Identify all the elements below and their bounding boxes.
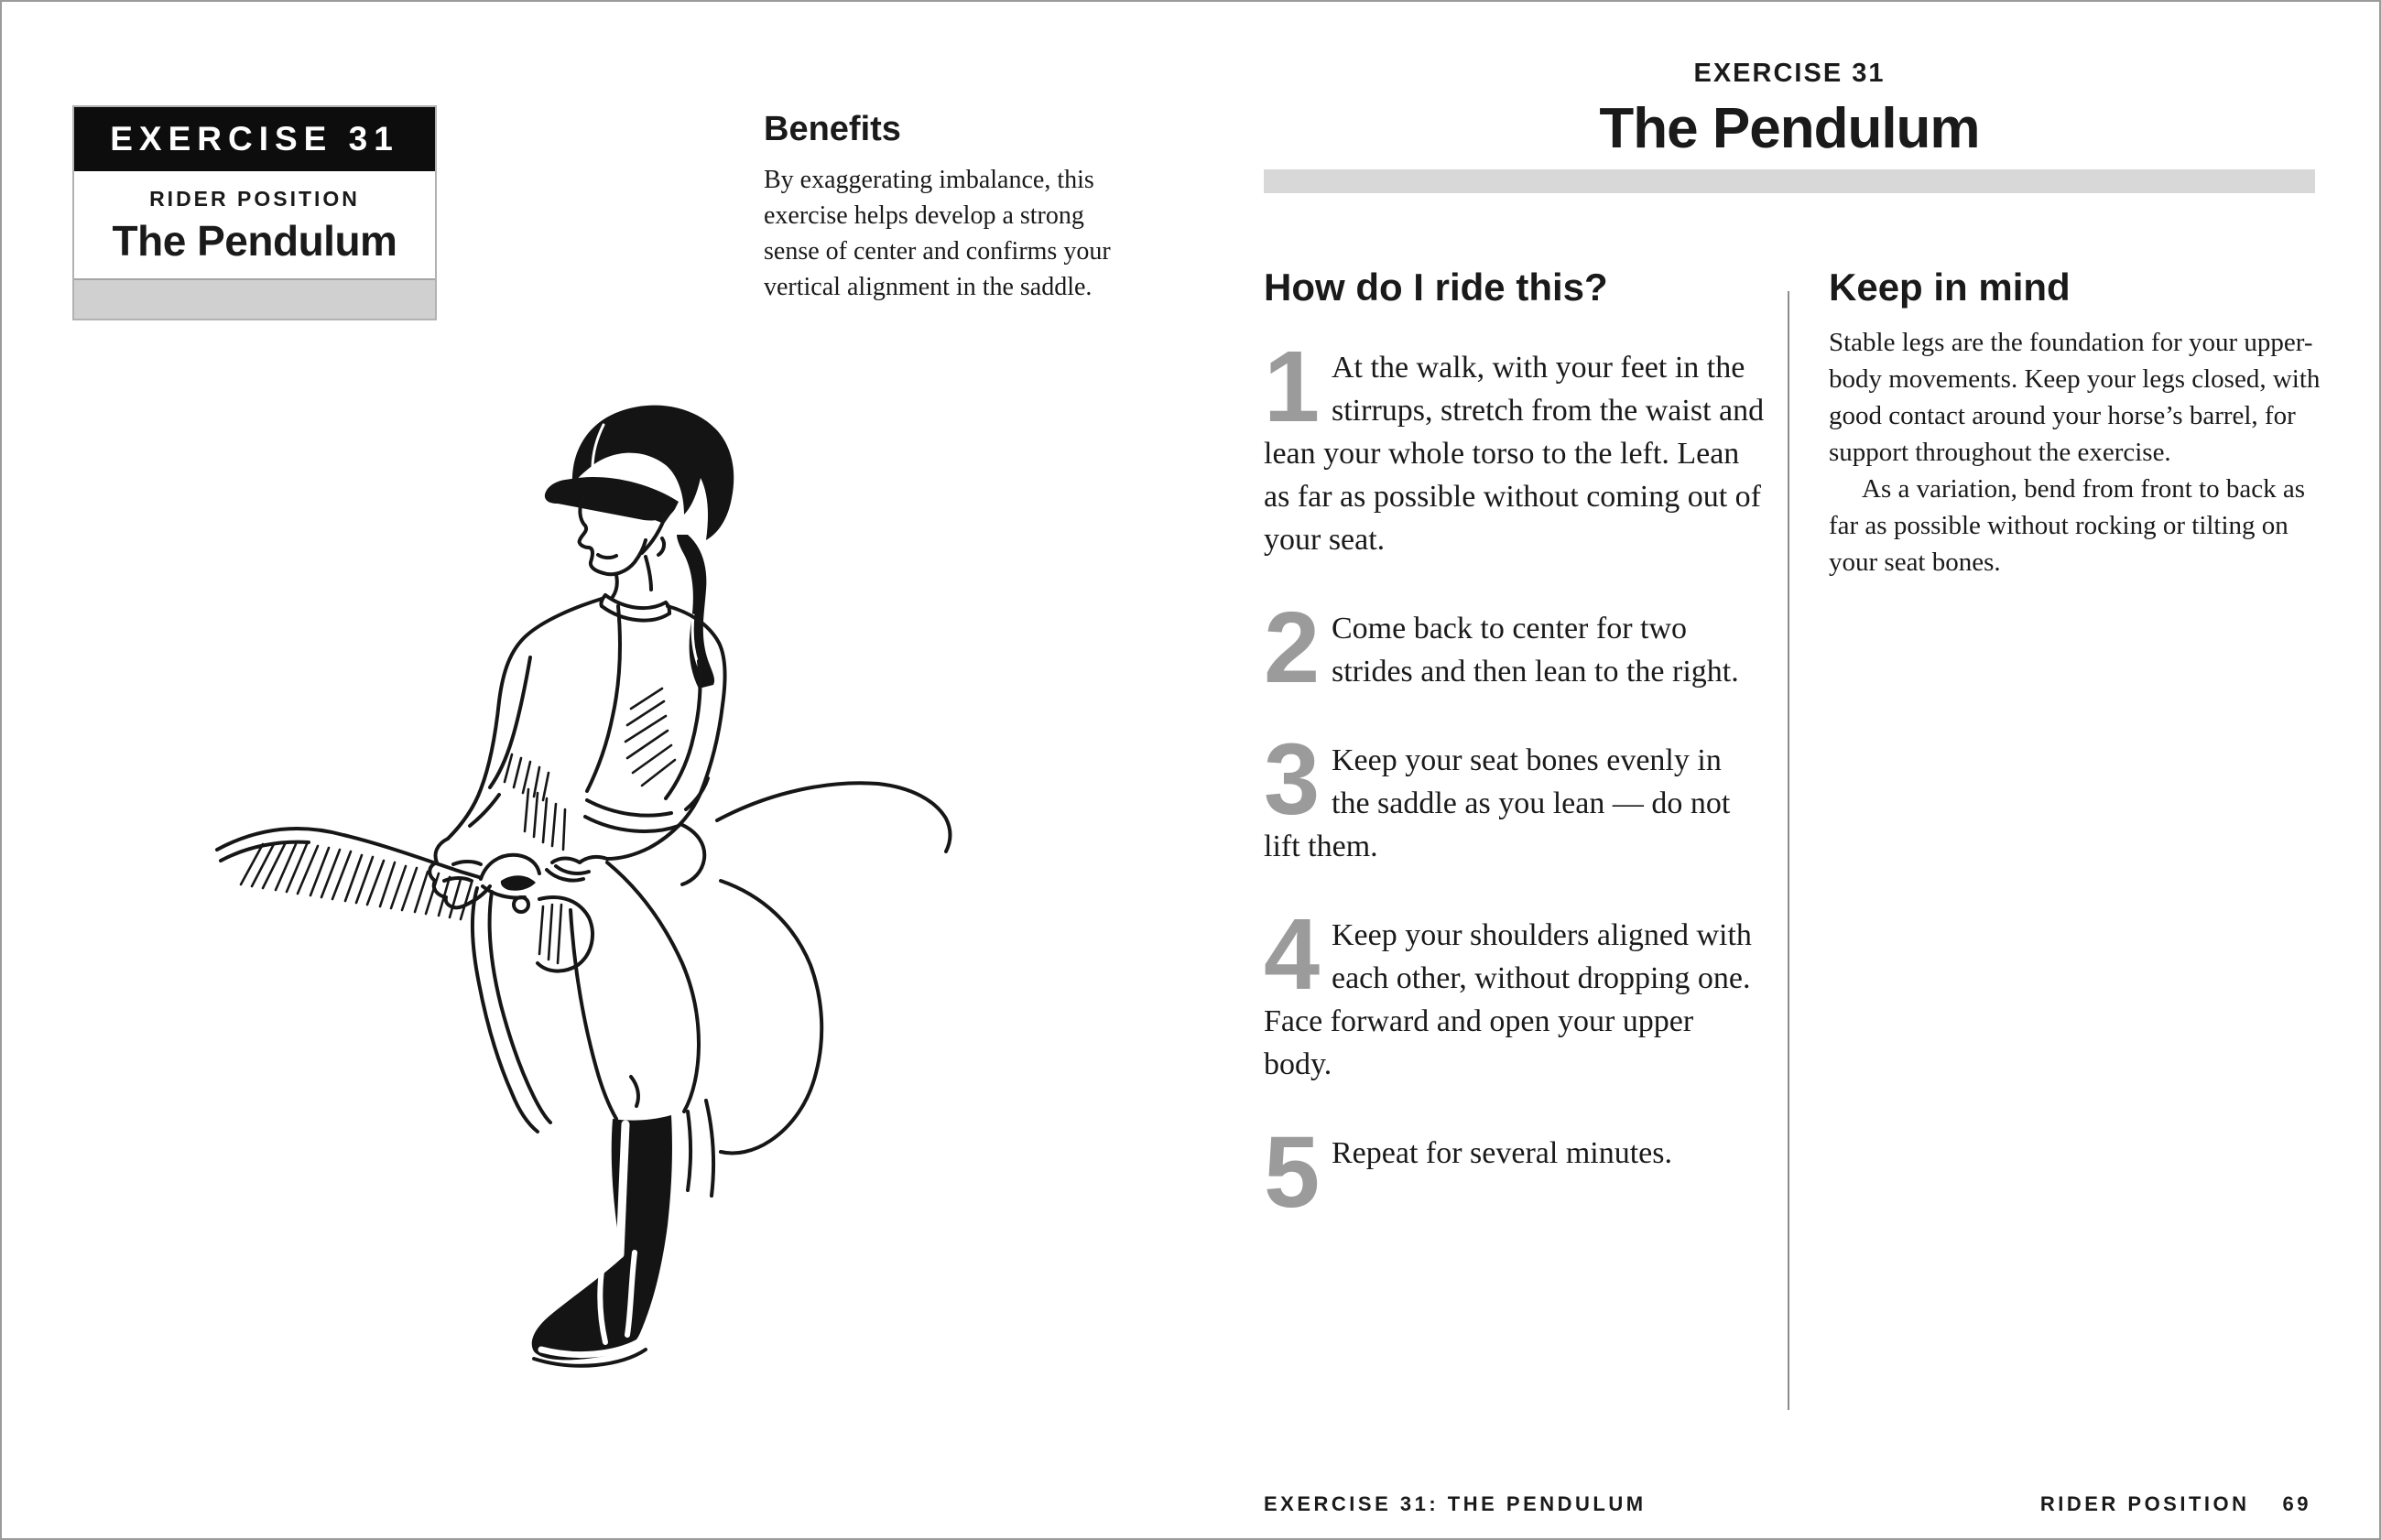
neck-back <box>646 557 651 590</box>
footer-section-label: RIDER POSITION <box>2039 1492 2250 1515</box>
horse-barrel <box>721 881 821 1154</box>
step-5 <box>1264 1116 1766 1229</box>
how-to-section <box>1264 266 1766 1229</box>
footer-page-number: 69 <box>2282 1492 2311 1515</box>
right-fingers-1 <box>556 866 589 873</box>
step-text: At the walk, with your feet in the stirrups, stretch from the waist and lean your whole torso to the left. Lean as far as possible without coming out of your seat. <box>1264 351 1765 557</box>
left-arm-outer <box>448 599 602 839</box>
page-title: The Pendulum <box>1599 97 1980 160</box>
badge-title: The Pendulum <box>112 217 397 265</box>
left-cuff <box>470 795 499 826</box>
flap-front-edge <box>473 888 538 1132</box>
left-fingers-1 <box>453 862 481 864</box>
mouth <box>598 555 616 558</box>
right-fist <box>552 857 607 862</box>
step-1 <box>1264 331 1766 561</box>
footer-running-title: EXERCISE 31: THE PENDULUM <box>1264 1492 1647 1515</box>
how-to-heading: How do I ride this? <box>1264 266 1608 309</box>
badge-exercise-number: EXERCISE 31 <box>74 107 435 171</box>
flap-bulb <box>538 897 593 971</box>
page-exercise-number: EXERCISE 31 <box>1693 59 1886 88</box>
sleeve-hatching <box>505 754 549 800</box>
step-number: 1 <box>1264 331 1321 443</box>
pommel-arch <box>481 855 539 879</box>
horse-crest <box>217 829 479 877</box>
title-gray-bar <box>1264 169 2315 193</box>
girth-line-1 <box>688 1112 690 1190</box>
ear <box>658 538 664 555</box>
knee-crease <box>631 1077 638 1106</box>
step-2 <box>1264 591 1766 704</box>
badge-gray-strip <box>74 278 435 319</box>
step-number: 4 <box>1264 898 1321 1011</box>
underarm-hatching <box>525 789 565 850</box>
step-4 <box>1264 898 1766 1086</box>
rider-on-horse-drawing <box>208 386 968 1394</box>
waist-fold-1 <box>587 800 671 816</box>
keep-in-mind-section <box>1829 266 2323 580</box>
badge-body <box>74 171 435 278</box>
keep-in-mind-heading: Keep in mind <box>1829 266 2071 309</box>
keep-in-mind-para-1: Stable legs are the foundation for your upper-body movements. Keep your legs closed, with good contact around your horse’s barrel, for support throughout the exercise. <box>1829 328 2321 467</box>
keep-in-mind-para-2: As a variation, bend from front to back as far as possible without rocking or tilting on your seat bones. <box>1829 474 2305 577</box>
right-page-header <box>1264 59 2315 161</box>
saddle-ring <box>514 897 528 912</box>
step-number: 5 <box>1264 1116 1321 1229</box>
step-text: Come back to center for two strides and then lean to the right. <box>1332 612 1739 689</box>
flap-hatching <box>539 905 561 963</box>
step-text: Keep your shoulders aligned with each other, without dropping one. Face forward and open your upper body. <box>1264 918 1752 1081</box>
column-divider <box>1788 291 1789 1410</box>
horse-rump <box>717 783 951 851</box>
stirrup-leather <box>620 1124 625 1254</box>
rider-illustration <box>208 386 968 1394</box>
chest-hatching <box>625 689 675 786</box>
exercise-badge <box>72 105 437 320</box>
step-number: 3 <box>1264 723 1321 836</box>
step-text: Repeat for several minutes. <box>1332 1136 1672 1170</box>
hip-curve <box>680 824 704 884</box>
badge-category: RIDER POSITION <box>149 187 360 211</box>
step-text: Keep your seat bones evenly in the saddle as you lean — do not lift them. <box>1264 743 1731 863</box>
chest-line <box>587 606 620 791</box>
benefits-section <box>764 110 1134 305</box>
step-3 <box>1264 723 1766 868</box>
pommel-shadow <box>501 875 536 890</box>
benefits-heading: Benefits <box>764 110 901 148</box>
step-number: 2 <box>1264 591 1321 704</box>
girth-line-2 <box>706 1101 713 1196</box>
right-arm-inner <box>666 661 701 798</box>
waist-fold-3 <box>686 778 708 809</box>
benefits-body: By exaggerating imbalance, this exercise helps develop a strong sense of center and confirms your vertical alignment in the saddle. <box>764 166 1111 301</box>
neck-front <box>613 575 617 597</box>
thigh-back-edge <box>607 862 699 1112</box>
footer-right <box>2040 1492 2311 1516</box>
waist-fold-2 <box>585 817 679 831</box>
